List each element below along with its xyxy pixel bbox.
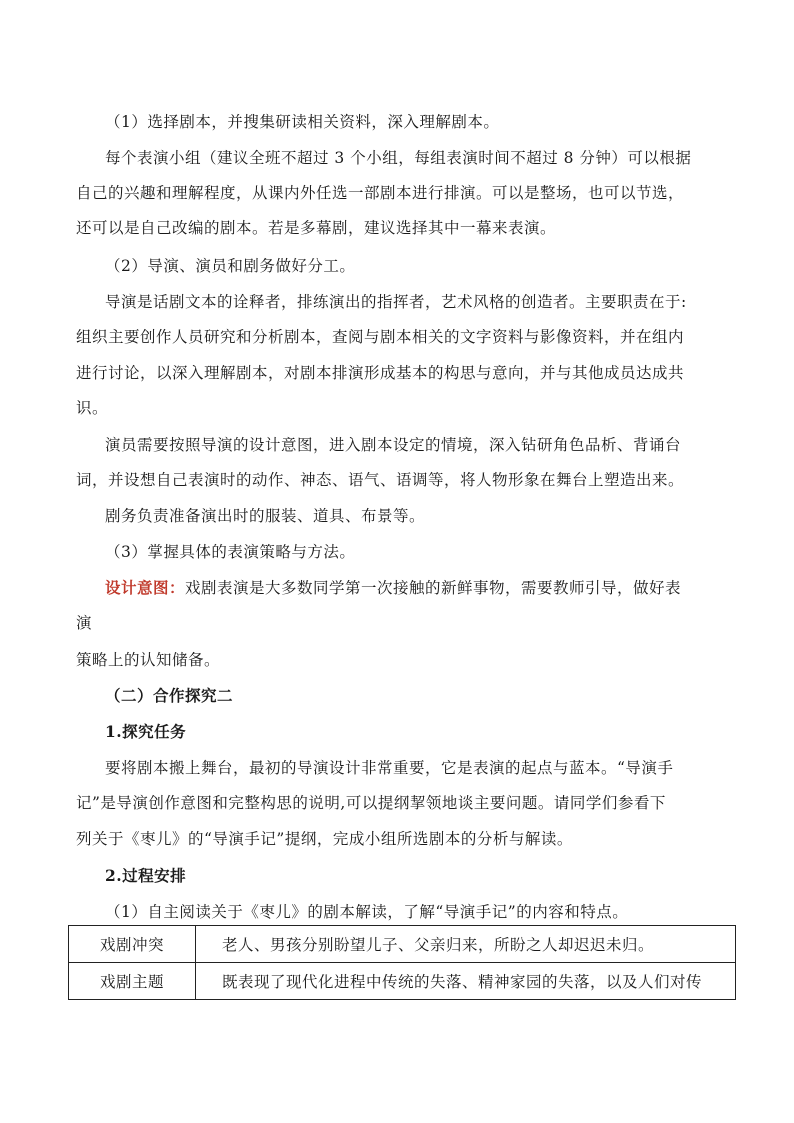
process-heading: 2.过程安排 xyxy=(105,866,187,885)
paragraph-line: 词，并设想自己表演时的动作、神态、语气、语调等，将人物形象在舞台上塑造出来。 xyxy=(76,471,685,489)
paragraph-line: 自己的兴趣和理解程度，从课内外任选一部剧本进行排演。可以是整场，也可以节选， xyxy=(76,184,685,202)
table-row xyxy=(69,926,736,963)
table-cell-content: 既表现了现代化进程中传统的失落、精神家园的失落，以及人们对传 xyxy=(196,963,736,1000)
paragraph-line: 策略上的认知储备。 xyxy=(76,651,221,669)
paragraph-line: 要将剧本搬上舞台，最初的导演设计非常重要，它是表演的起点与蓝本。“导演手 xyxy=(105,759,674,777)
paragraph-line: 还可以是自己改编的剧本。若是多幕剧，建议选择其中一幕来表演。 xyxy=(76,219,557,237)
analysis-table xyxy=(68,925,736,1000)
paragraph-line: 每个表演小组（建议全班不超过 3 个小组，每组表演时间不超过 8 分钟）可以根据 xyxy=(105,149,692,167)
table-cell-label: 戏剧冲突 xyxy=(69,926,196,963)
design-intent-line xyxy=(105,578,681,598)
table-row xyxy=(69,963,736,1000)
paragraph-line: 进行讨论，以深入理解剧本，对剧本排演形成基本的构思与意向，并与其他成员达成共 xyxy=(76,364,685,382)
step-1-line: （1）选择剧本，并搜集研读相关资料，深入理解剧本。 xyxy=(105,113,500,131)
paragraph-line: 演 xyxy=(76,614,93,632)
paragraph-line: 列关于《枣儿》的“导演手记”提纲，完成小组所选剧本的分析与解读。 xyxy=(76,830,573,848)
section-heading: （二）合作探究二 xyxy=(105,686,234,705)
paragraph-line: 组织主要创作人员研究和分析剧本，查阅与剧本相关的文字资料与影像资料，并在组内 xyxy=(76,328,685,346)
paragraph-line: 剧务负责准备演出时的服装、道具、布景等。 xyxy=(105,507,426,525)
step-2-line: （2）导演、演员和剧务做好分工。 xyxy=(105,257,356,275)
step-3-line: （3）掌握具体的表演策略与方法。 xyxy=(105,543,356,561)
task-heading: 1.探究任务 xyxy=(105,722,187,741)
paragraph-line: 导演是话剧文本的诠释者，排练演出的指挥者，艺术风格的创造者。主要职责在于: xyxy=(105,293,687,311)
table-cell-content: 老人、男孩分别盼望儿子、父亲归来，所盼之人却迟迟未归。 xyxy=(196,926,736,963)
design-intent-label: 设计意图： xyxy=(105,578,186,597)
paragraph-line: 识。 xyxy=(76,399,109,417)
design-intent-text: 戏剧表演是大多数同学第一次接触的新鲜事物，需要教师引导，做好表 xyxy=(185,579,682,597)
table-cell-label: 戏剧主题 xyxy=(69,963,196,1000)
paragraph-line: 演员需要按照导演的设计意图，进入剧本设定的情境，深入钻研角色品析、背诵台 xyxy=(105,436,682,454)
paragraph-line: （1）自主阅读关于《枣儿》的剧本解读，了解“导演手记”的内容和特点。 xyxy=(105,903,629,921)
paragraph-line: 记”是导演创作意图和完整构思的说明,可以提纲挈领地谈主要问题。请同学们参看下 xyxy=(76,794,666,812)
